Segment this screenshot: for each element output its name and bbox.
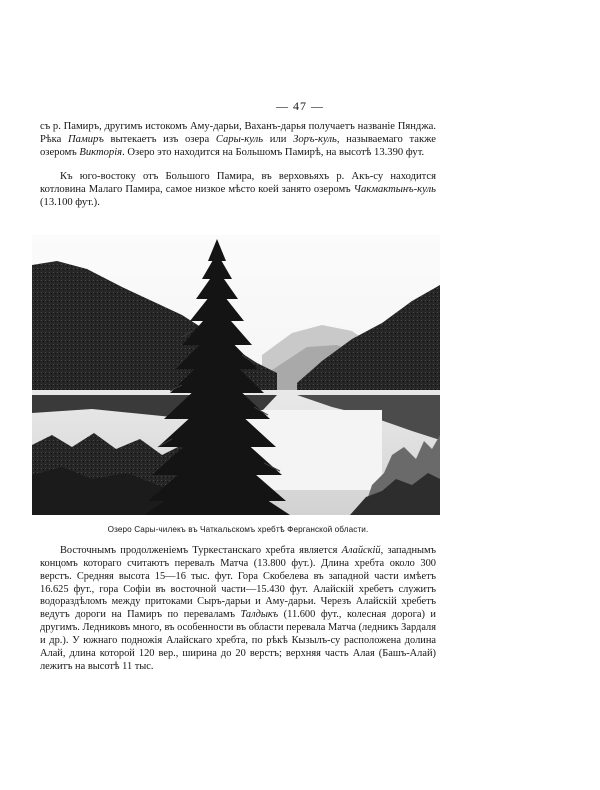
italic-term: Сары-куль bbox=[215, 133, 264, 145]
text-segment: , западнымъ концомъ котораго считаютъ перевалъ Матча (13.800 фут.). Длина хребта около 300 верстъ. Средняя высота 15—16 тыс. фут. Гора Скобелева въ западной части имѣетъ 16.625 фут., гора Софiи въ восточной части—15.430 фут. Алайскiй хребетъ служитъ водораздѣломъ между притоками Сыръ-дарьи и Аму-дарьи. Черезъ Алайскiй хребетъ ведутъ дороги на Памиръ по переваламъ bbox=[40, 545, 436, 621]
text-segment: Къ юго-востоку отъ Большого Памира, въ верховьяхъ р. Акъ-су находится котловина Малаго Памира, самое низкое мѣсто коей занято озеромъ bbox=[40, 171, 436, 195]
text-segment: или bbox=[263, 133, 294, 145]
italic-term: Чакмактынъ-куль bbox=[353, 183, 436, 195]
lake-photo bbox=[32, 235, 440, 515]
text-segment: Восточнымъ продолженiемъ Туркестанскаго хребта является bbox=[60, 545, 342, 556]
text-segment: (13.100 фут.). bbox=[40, 196, 100, 208]
italic-term: Талдыкъ bbox=[240, 609, 279, 621]
text-segment: , называемаго также озеромъ bbox=[40, 133, 436, 158]
lake-mountains-fir-icon bbox=[32, 235, 440, 515]
text-segment: . Озеро это находится на Большомъ Памирѣ, на высотѣ 13.390 фут. bbox=[122, 146, 425, 158]
text-segment: съ р. Памиръ, другимъ истокомъ Аму-дарьи, Ваханъ-дарья получаетъ названiе Пянджа. Рѣка bbox=[40, 121, 436, 145]
italic-term: Памиръ bbox=[68, 133, 104, 145]
paragraph-pamir-river bbox=[40, 121, 436, 160]
italic-term: Викторiя bbox=[79, 146, 123, 158]
text-segment: вытекаетъ изъ озера bbox=[103, 133, 216, 145]
paragraph-little-pamir bbox=[40, 171, 436, 210]
page-number: — 47 — bbox=[276, 99, 324, 113]
italic-term: Алайскiй bbox=[341, 545, 381, 556]
paragraph-alai-range bbox=[40, 545, 436, 673]
text-segment: (11.600 фут., колесная дорога) и другимъ. Ледниковъ много, въ особенности въ области перевала Матча (ледникъ Зардаля и др.). У южнаго подножiя Алайскаго хребта, по рѣкѣ Кызылъ-су расположена долина Алай, длина которой 120 вер., ширина до 20 верстъ; верхняя часть Алая (Башъ-Алай) лежитъ на высотѣ 11 тыс. bbox=[40, 609, 436, 672]
italic-term: Зоръ-куль bbox=[293, 133, 337, 145]
figure-caption: Озеро Сары-чилекъ въ Чаткальскомъ хребтѣ Ферганской области. bbox=[107, 525, 369, 534]
